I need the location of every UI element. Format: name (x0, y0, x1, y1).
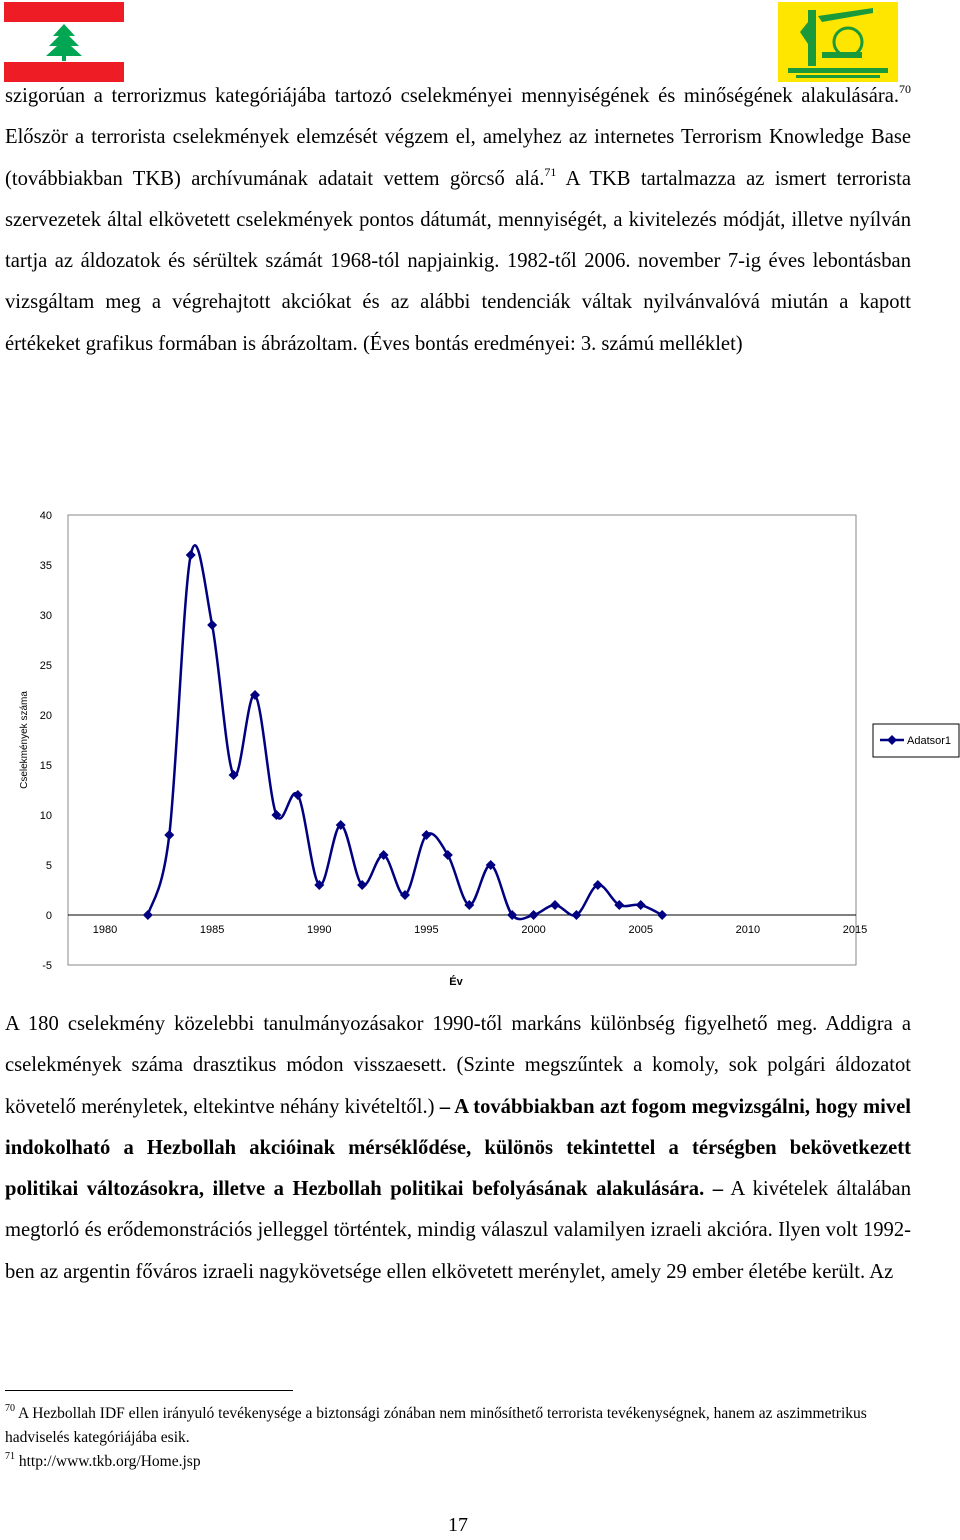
footnote-text: A Hezbollah IDF ellen irányuló tevékenysége a biztonsági zónában nem minősíthető terrorista tevékenységnek, hanem az aszimmetrikus hadviselés kategóriájába esik. (5, 1405, 867, 1446)
footnote-number: 71 (5, 1451, 15, 1462)
x-tick-label: 2000 (521, 924, 546, 936)
paragraph-text: szigorúan a terrorizmus kategóriájába tartozó cselekményei mennyiségének és minőségének alakulására. (5, 85, 899, 107)
page-number: 17 (448, 1514, 468, 1536)
data-point (550, 900, 560, 910)
paragraph-bold-text: – A továbbiakban azt fogom megvizsgálni, hogy mivel indokolható a Hezbollah akcióinak mérséklődése, különös tekintettel a térségben bekövetkezett politikai változásokra, illetve a Hezbollah politikai befolyásának alakulására. – (5, 1095, 911, 1201)
data-point (143, 910, 153, 920)
footnote-number: 70 (5, 1403, 15, 1414)
y-tick-label: -5 (42, 960, 52, 972)
legend-series-label: Adatsor1 (907, 735, 952, 747)
paragraph-text: A 180 cselekmény közelebbi tanulmányozásakor 1990-től markáns különbség figyelhető meg. Addigra a cselekmények száma drasztikus módon visszaesett. (Szinte megszűntek a komoly, sok polgári áldozatot követelő merényletek, eltekintve néhány kivételtől.) (5, 1013, 911, 1118)
series-markers (143, 550, 667, 920)
footnotes (5, 1402, 905, 1474)
paragraph-text: A kivételek általában megtorló és erődemonstrációs jelleggel történtek, mindig válaszul valamilyen izraeli akcióra. Ilyen volt 1992-ben az argentin főváros izraeli nagykövetsége ellen elkövetett merénylet, amely 29 ember életébe került. Az (5, 1178, 911, 1283)
data-point (293, 790, 303, 800)
body-paragraph (5, 1004, 911, 1293)
x-tick-label: 1990 (307, 924, 332, 936)
data-point (657, 910, 667, 920)
body-paragraph (5, 76, 911, 365)
paragraph-text: Először a terrorista cselekmények elemzését végzem el, amelyhez az internetes Terrorism Knowledge Base (továbbiakban TKB) archívumának adatait vettem görcső alá. (5, 126, 911, 190)
y-tick-label: 0 (45, 910, 52, 922)
incident-line-chart (0, 490, 960, 990)
x-tick-label: 1995 (414, 924, 439, 936)
x-tick-label: 2010 (735, 924, 761, 936)
data-point (636, 900, 646, 910)
legend (873, 724, 959, 757)
footnote-link[interactable]: http://www.tkb.org/Home.jsp (15, 1453, 201, 1470)
footnote-separator (5, 1390, 293, 1391)
data-point (421, 830, 431, 840)
data-point (164, 830, 174, 840)
series-line (148, 545, 662, 919)
x-tick-label: 2015 (842, 924, 868, 936)
y-tick-label: 15 (39, 760, 52, 772)
data-point (529, 910, 539, 920)
footnote-ref-71: 71 (544, 164, 557, 179)
x-tick-labels (93, 924, 867, 936)
footnote-70 (5, 1402, 905, 1450)
y-tick-label: 25 (39, 660, 52, 672)
paragraph-text: A TKB tartalmazza az ismert terrorista szervezetek által elkövetett cselekmények pontos dátumát, mennyiségét, a kivitelezés módját, illetve nyílván tartja az áldozatok és sérültek számát 1968-tól napjainkig. 1982-től 2006. november 7-ig éves lebontásban vizsgáltam meg a végrehajtott akciókat és az alábbi tendenciák váltak nyilvánvalóvá miután a kapott értékeket grafikus formában is ábrázoltam. (Éves bontás eredményei: 3. számú melléklet) (5, 167, 911, 355)
y-tick-label: 5 (45, 860, 52, 872)
y-tick-label: 20 (39, 710, 52, 722)
hezbollah-logo-icon (778, 2, 898, 82)
x-tick-label: 2005 (628, 924, 653, 936)
y-tick-label: 30 (39, 610, 52, 622)
x-tick-label: 1980 (92, 924, 118, 936)
y-tick-label: 35 (39, 560, 52, 572)
data-point (207, 620, 217, 630)
y-tick-label: 40 (39, 510, 52, 522)
y-axis-label: Cselekmények száma (19, 691, 30, 789)
footnote-ref-70: 70 (899, 82, 911, 96)
y-tick-labels (40, 510, 52, 972)
data-point (186, 550, 196, 560)
footnote-71 (5, 1450, 905, 1474)
x-tick-label: 1985 (199, 924, 225, 936)
x-axis-label: Év (449, 976, 463, 988)
lebanese-flag-icon (4, 2, 124, 82)
y-tick-label: 10 (39, 810, 52, 822)
